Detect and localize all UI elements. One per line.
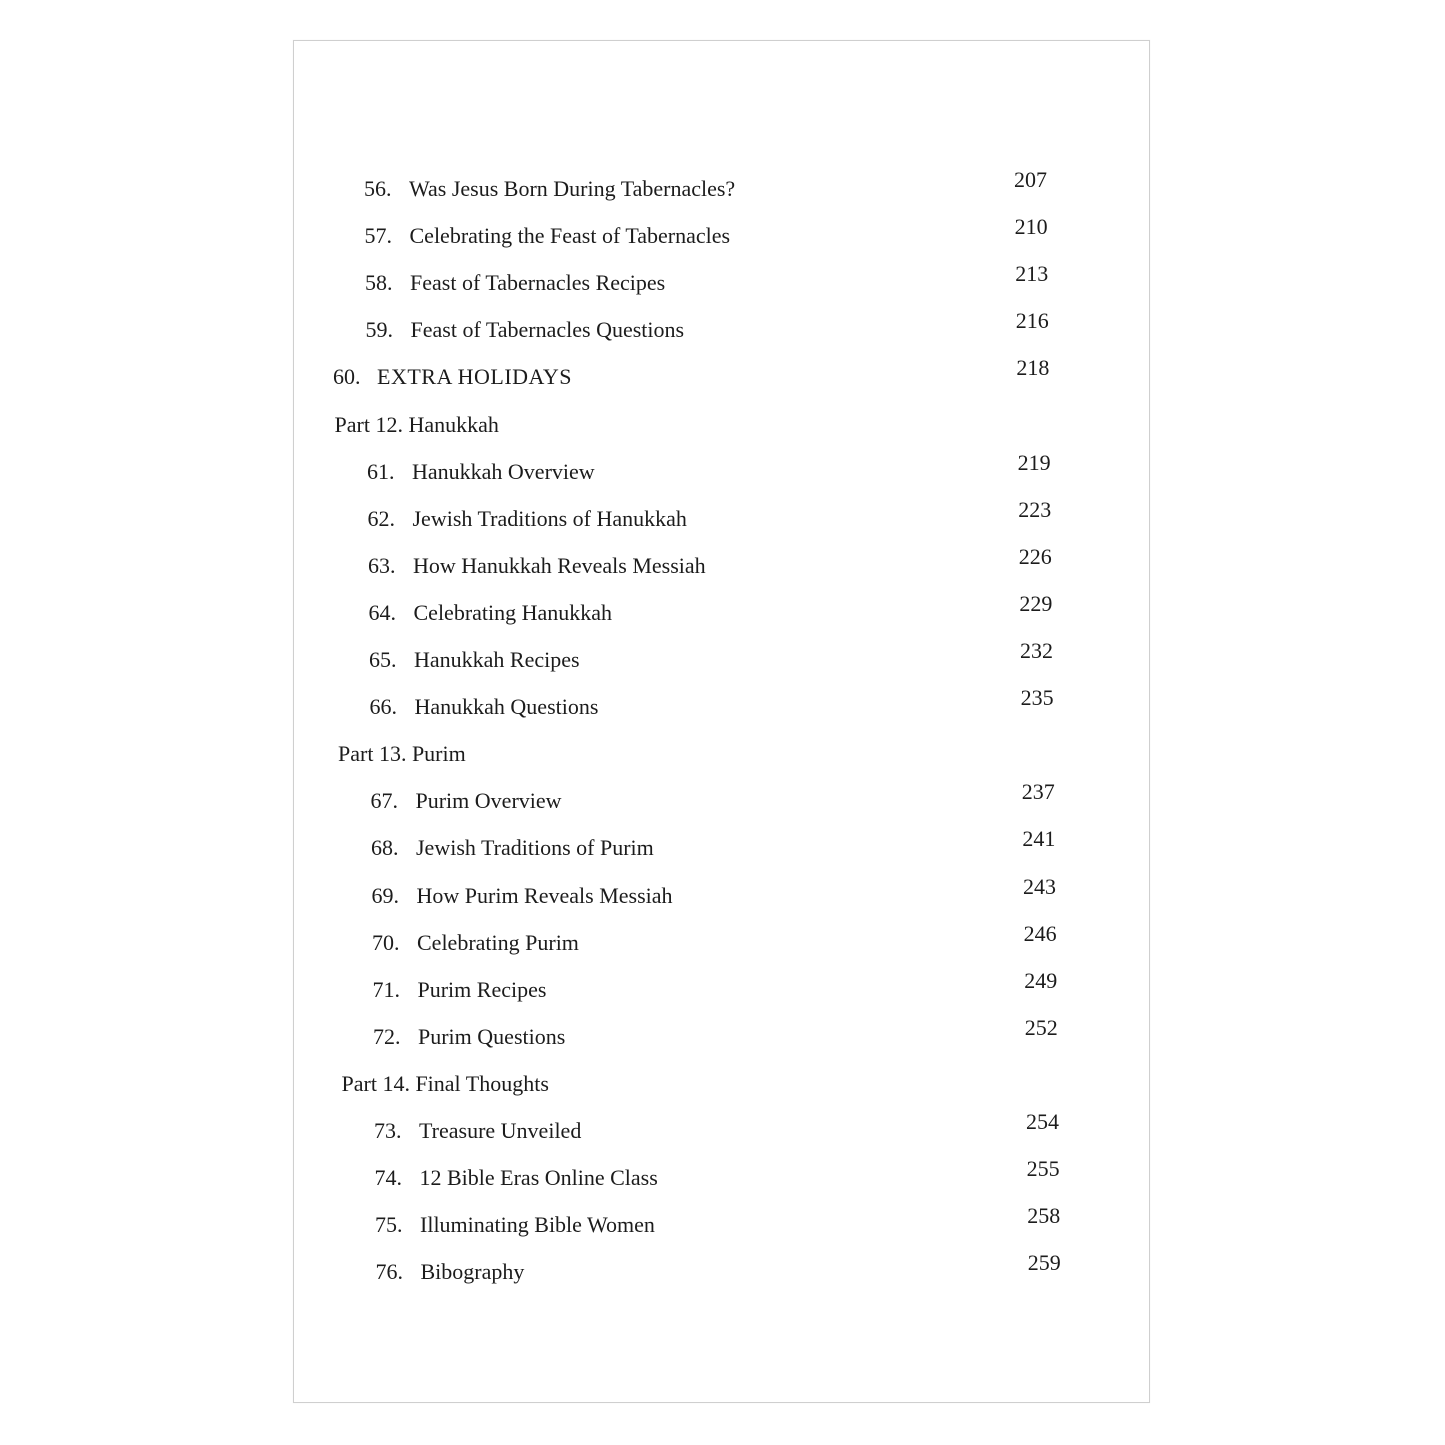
- toc-entry-number: 71.: [372, 976, 400, 1002]
- toc-entry-title: Jewish Traditions of Purim: [416, 835, 654, 861]
- toc-entry-number: 69.: [371, 882, 399, 908]
- toc-entry: [294, 920, 1151, 969]
- toc-entry-title: Treasure Unveiled: [419, 1118, 582, 1143]
- toc-entry: [294, 779, 1151, 827]
- toc-entry: [294, 1156, 1151, 1204]
- toc-entry: [294, 590, 1151, 639]
- toc-entry-number: 75.: [375, 1212, 403, 1238]
- toc-entry: [294, 638, 1151, 686]
- toc-entry-title: Hanukkah Questions: [414, 694, 599, 720]
- toc-entry-number: 61.: [367, 458, 395, 484]
- toc-entry-page-number: 246: [1023, 920, 1057, 946]
- toc-entry: [294, 873, 1151, 922]
- toc-entry: [294, 543, 1151, 592]
- toc-entry: [294, 1109, 1151, 1157]
- toc-entry-page-number: 241: [1022, 826, 1056, 852]
- toc-entry-page-number: 219: [1017, 449, 1051, 475]
- toc-entry-title: Purim Recipes: [417, 976, 547, 1002]
- toc-entry-page-number: 258: [1027, 1203, 1061, 1229]
- toc-entry: [294, 308, 1151, 356]
- toc-entry-title: Was Jesus Born During Tabernacles?: [409, 176, 736, 201]
- toc-entry-page-number: 237: [1021, 779, 1055, 805]
- toc-entry-number: 76.: [375, 1259, 403, 1285]
- toc-entry: [294, 496, 1151, 545]
- toc-entry: [294, 1250, 1151, 1298]
- toc-entry-title: Purim Questions: [418, 1023, 566, 1049]
- toc-entry-page-number: 216: [1015, 308, 1049, 334]
- toc-entry: [294, 1014, 1151, 1063]
- toc-entry-page-number: 223: [1018, 496, 1052, 522]
- toc-entry-title: Celebrating Purim: [417, 929, 579, 955]
- toc-entry-page-number: 243: [1023, 873, 1056, 899]
- toc-entry: [294, 967, 1151, 1016]
- toc-part-heading: Part 14. Final Thoughts: [341, 1070, 549, 1096]
- toc-entry-number: 62.: [367, 505, 395, 531]
- toc-entry: [294, 355, 1151, 403]
- toc-entry-number: 66.: [369, 694, 397, 720]
- toc-entry-number: 73.: [374, 1118, 402, 1143]
- toc-entry-title: Feast of Tabernacles Recipes: [410, 270, 666, 296]
- toc-entry: [294, 826, 1151, 874]
- toc-entry-number: 72.: [373, 1023, 401, 1049]
- toc-entry-number: 59.: [365, 317, 393, 343]
- toc-entry-number: 57.: [364, 223, 392, 249]
- toc-entry-page-number: 254: [1026, 1109, 1059, 1134]
- toc-entry: [294, 685, 1151, 733]
- toc-entry-page-number: 218: [1016, 355, 1050, 381]
- toc-entry-page-number: 213: [1015, 261, 1049, 287]
- toc-entry-number: 67.: [370, 788, 398, 814]
- toc-entry-page-number: 207: [1014, 167, 1047, 192]
- toc-entry-page-number: 235: [1020, 685, 1054, 711]
- toc-entry-title: Celebrating Hanukkah: [413, 599, 613, 625]
- toc-entry: [294, 449, 1151, 498]
- toc-entry-page-number: 252: [1024, 1014, 1058, 1040]
- book-page: [293, 40, 1150, 1403]
- toc-entry-number: 70.: [372, 929, 400, 955]
- toc-entry-title: EXTRA HOLIDAYS: [377, 364, 573, 390]
- toc-entry-number: 74.: [374, 1165, 402, 1191]
- toc-entry-title: Purim Overview: [415, 788, 562, 814]
- toc-entry-number: 64.: [368, 599, 396, 625]
- toc-entry-title: Feast of Tabernacles Questions: [410, 317, 685, 343]
- toc-entry-number: 65.: [369, 647, 397, 672]
- toc-entry-page-number: 210: [1014, 214, 1048, 240]
- toc-part-heading: Part 13. Purim: [338, 741, 466, 767]
- toc-entry-title: Hanukkah Overview: [412, 458, 595, 484]
- toc-entry-title: How Purim Reveals Messiah: [416, 882, 673, 908]
- toc-entry-number: 56.: [364, 176, 392, 201]
- toc-entry-title: 12 Bible Eras Online Class: [419, 1165, 658, 1191]
- toc-entry-number: 60.: [333, 364, 361, 390]
- toc-entry-number: 68.: [371, 835, 399, 861]
- toc-entry-page-number: 226: [1018, 543, 1052, 569]
- toc-entry-number: 58.: [365, 270, 393, 296]
- toc-entry: [294, 214, 1151, 262]
- toc-part-heading: Part 12. Hanukkah: [334, 411, 499, 437]
- toc-entry-page-number: 259: [1027, 1250, 1061, 1276]
- toc-entry-page-number: 249: [1024, 967, 1058, 993]
- toc-entry-title: Illuminating Bible Women: [420, 1212, 655, 1238]
- toc-entry-title: Jewish Traditions of Hanukkah: [412, 505, 687, 531]
- toc-entry-title: Bibography: [420, 1259, 525, 1285]
- toc-entry-number: 63.: [368, 552, 396, 578]
- toc-entry: [294, 1203, 1151, 1251]
- toc-entry-page-number: 232: [1020, 638, 1053, 663]
- toc-entry-page-number: 255: [1026, 1156, 1060, 1182]
- toc-entry-title: Hanukkah Recipes: [414, 647, 580, 672]
- toc-entry-title: Celebrating the Feast of Tabernacles: [409, 223, 731, 249]
- toc-entry: [294, 167, 1151, 215]
- toc-entry-page-number: 229: [1019, 590, 1053, 616]
- toc-entry-title: How Hanukkah Reveals Messiah: [413, 552, 706, 578]
- toc-entry: [294, 261, 1151, 309]
